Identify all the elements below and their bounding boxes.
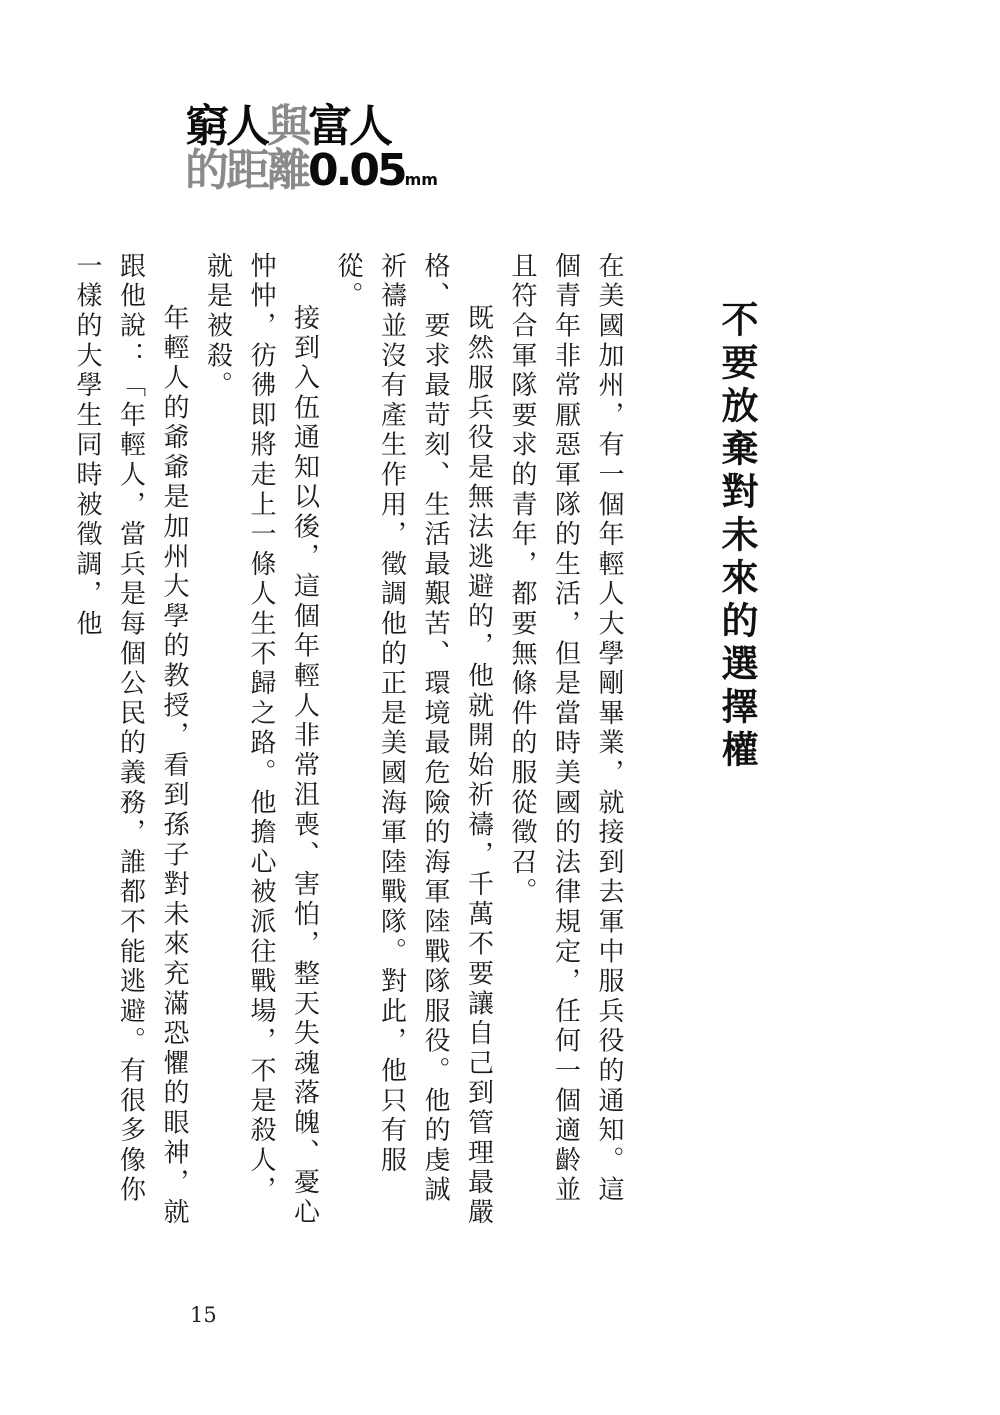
logo-word-and: 與 — [267, 101, 308, 152]
page-number: 15 — [190, 1303, 217, 1327]
logo-word-poor: 窮人 — [185, 101, 267, 152]
body-paragraph: 年輕人的爺爺是加州大學的教授，看到孫子對未來充滿恐懼的眼神，就跟他說：「年輕人，當兵是每個公民的義務，誰都不能逃避。有很多像你一樣的大學生同時被徵調，他 — [72, 252, 189, 1228]
logo-word-rich: 富人 — [308, 101, 390, 152]
body-text — [65, 252, 631, 1234]
body-paragraph: 接到入伍通知以後，這個年輕人非常沮喪、害怕，整天失魂落魄、憂心忡忡，彷彿即將走上一條人生不歸之路。他擔心被派往戰場，不是殺人，就是被殺。 — [202, 252, 320, 1228]
book-logo-line2 — [185, 145, 438, 196]
book-logo-line1 — [185, 101, 390, 152]
logo-unit: mm — [404, 170, 438, 189]
book-logo — [185, 101, 438, 196]
body-paragraph: 在美國加州，有一個年輕人大學剛畢業，就接到去軍中服兵役的通知。這個青年非常厭惡軍隊的生活，但是當時美國的法律規定，任何一個適齡並且符合軍隊要求的青年，都要無條件的服從徵召。 — [507, 252, 624, 1206]
chapter-title: 不要放棄對未來的選擇權 — [715, 300, 758, 773]
logo-word-distance: 的距離 — [185, 145, 308, 196]
logo-number: 0.05 — [308, 145, 405, 196]
body-paragraph: 既然服兵役是無法逃避的，他就開始祈禱，千萬不要讓自己到管理最嚴格、要求最苛刻、生活最艱苦、環境最危險的海軍陸戰隊服役。他的虔誠祈禱並沒有產生作用，徵調他的正是美國海軍陸戰隊。對此，他只有服從。 — [333, 252, 494, 1228]
